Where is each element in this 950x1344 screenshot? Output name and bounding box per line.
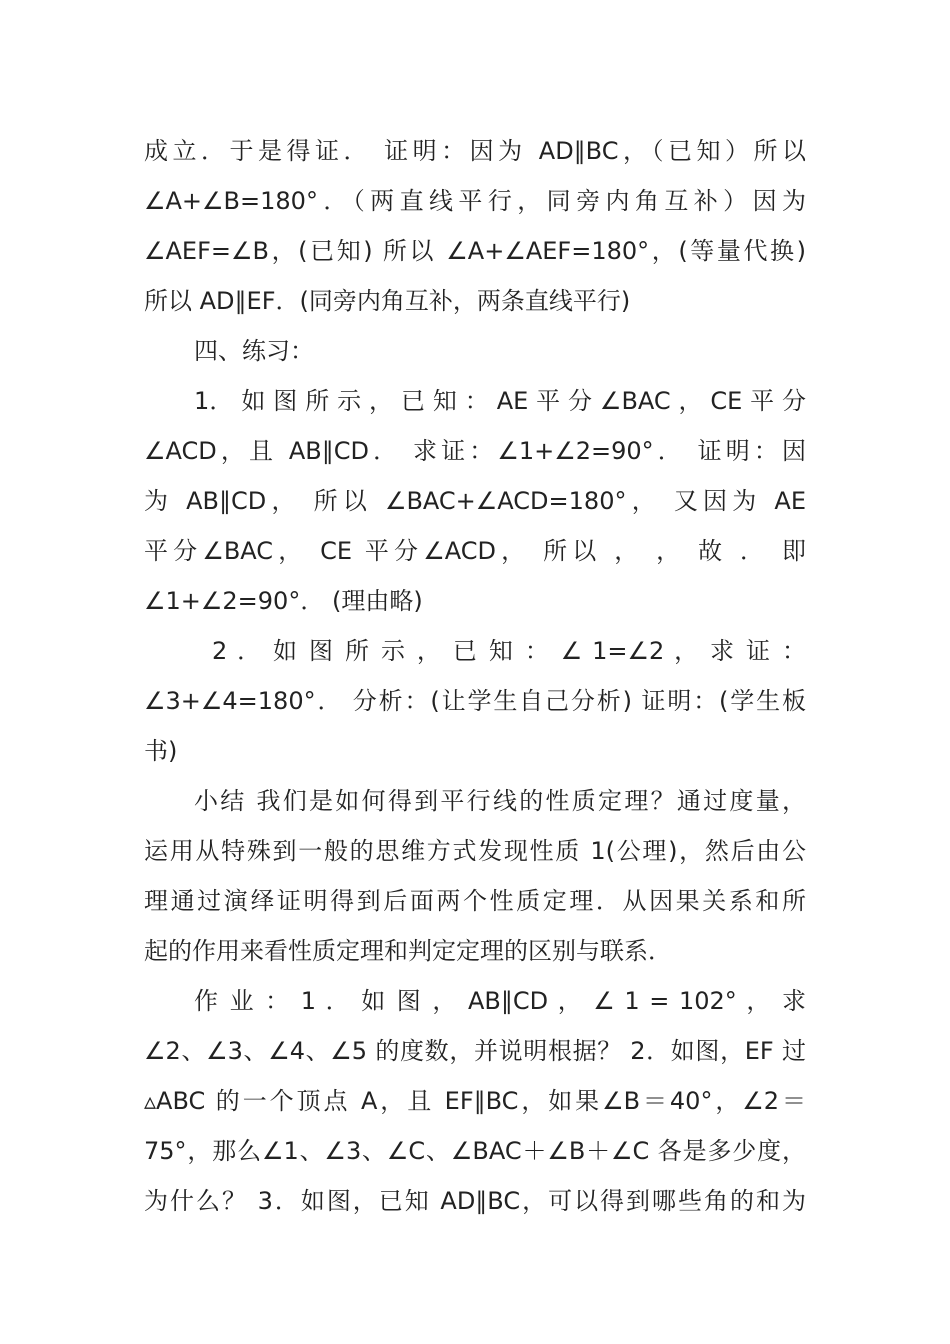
text-line: 75°，那么∠1、∠3、∠C、∠BAC＋∠B＋∠C 各是多少度， bbox=[144, 1137, 806, 1165]
text-line: 运用从特殊到一般的思维方式发现性质 1(公理)，然后由公 bbox=[144, 837, 806, 865]
text-line: 书) bbox=[144, 737, 178, 765]
text-line: ∠AEF=∠B，(已知) 所以 ∠A+∠AEF=180°，(等量代换) bbox=[144, 237, 806, 265]
text-line: 2 ． 如 图 所 示 ， 已 知 ： ∠ 1=∠2 ， 求 证 ： bbox=[212, 637, 806, 665]
text-line: ∠3+∠4=180°． 分析：(让学生自己分析) 证明：(学生板 bbox=[144, 687, 806, 715]
text-line: 为什么？ 3．如图，已知 AD∥BC，可以得到哪些角的和为 bbox=[144, 1187, 806, 1215]
text-line: 成立．于是得证． 证明：因为 AD∥BC，（已知）所以 bbox=[144, 137, 806, 165]
text-line: ∠A+∠B=180°．（两直线平行，同旁内角互补）因为 bbox=[144, 187, 806, 215]
text-line: 1． 如 图 所 示 ， 已 知 ： AE 平 分 ∠BAC ， CE 平 分 bbox=[194, 387, 806, 415]
text-line: ∠1+∠2=90°． (理由略) bbox=[144, 587, 423, 615]
text-line: ∠2、∠3、∠4、∠5 的度数，并说明根据？ 2．如图，EF 过 bbox=[144, 1037, 806, 1065]
text-line: 起的作用来看性质定理和判定定理的区别与联系． bbox=[144, 937, 672, 965]
text-line: 作 业 ： 1 ． 如 图 ， AB∥CD ， ∠ 1 = 102° ， 求 bbox=[194, 987, 806, 1015]
text-line: 所以 AD∥EF．(同旁内角互补，两条直线平行) bbox=[144, 287, 631, 315]
text-line: ▵ABC 的一个顶点 A，且 EF∥BC，如果∠B＝40°，∠2＝ bbox=[144, 1087, 806, 1115]
text-line: 平分∠BAC， CE 平分∠ACD， 所以 ， ， 故 ． 即 bbox=[144, 537, 806, 565]
text-line: 为 AB∥CD， 所以 ∠BAC+∠ACD=180°， 又因为 AE bbox=[144, 487, 806, 515]
text-line: ∠ACD，且 AB∥CD． 求证：∠1+∠2=90°． 证明：因 bbox=[144, 437, 806, 465]
text-line: 小结 我们是如何得到平行线的性质定理？通过度量， bbox=[194, 787, 806, 815]
section-heading: 四、练习： bbox=[194, 337, 314, 365]
text-line: 理通过演绎证明得到后面两个性质定理．从因果关系和所 bbox=[144, 887, 806, 915]
